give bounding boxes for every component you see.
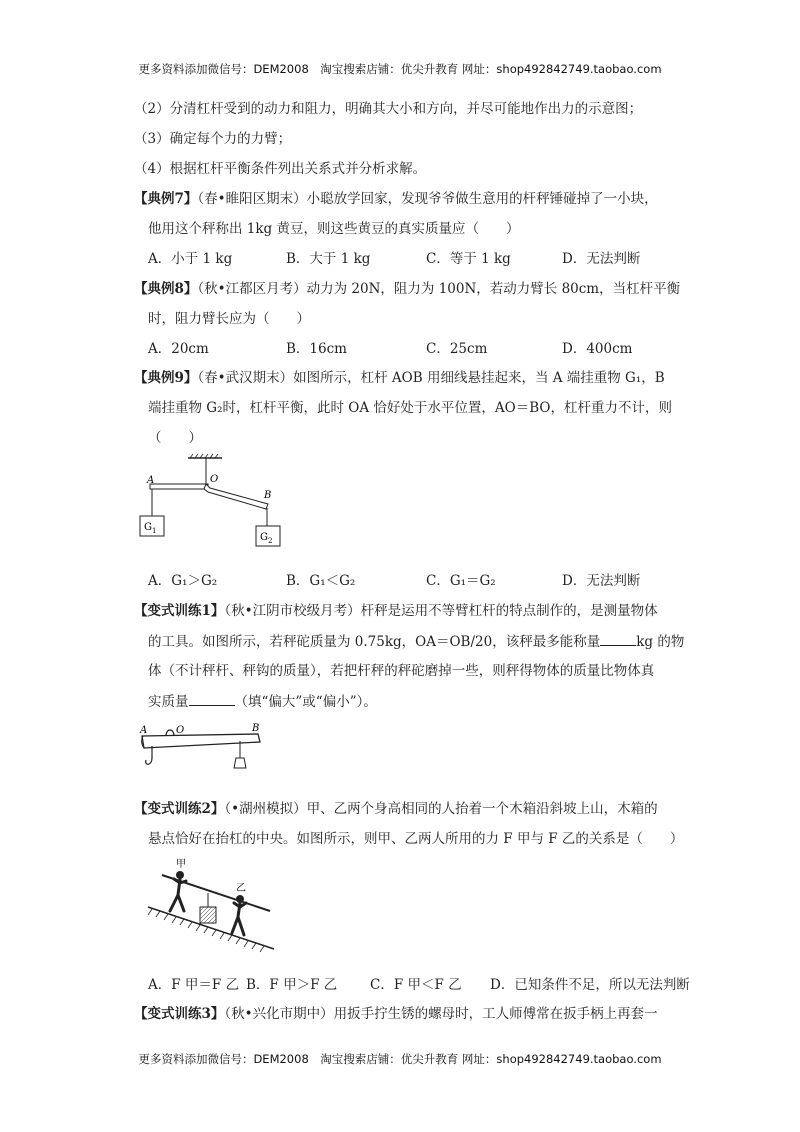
option-d[interactable]: D．已知条件不足，所以无法判断 bbox=[490, 977, 690, 993]
question-8-text: （秋•江都区月考）动力为 20N，阻力为 100N，若动力臂长 80cm，当杠杆平衡 bbox=[197, 281, 681, 297]
label-o: O bbox=[176, 725, 185, 736]
training-3-line-1 bbox=[134, 1004, 658, 1024]
training-1-text: （秋•江阴市校级月考）杆秤是运用不等臂杠杆的特点制作的，是测量物体 bbox=[224, 603, 658, 619]
training-3-tag: 【变式训练3】 bbox=[134, 1006, 225, 1022]
answer-blank-2[interactable] bbox=[189, 691, 235, 706]
question-9-line-2: 端挂重物 G₂时，杠杆平衡，此时 OA 恰好处于水平位置，AO＝BO，杠杆重力不计，则 bbox=[148, 400, 672, 416]
step-4: （4）根据杠杆平衡条件列出关系式并分析求解。 bbox=[134, 161, 427, 177]
option-b[interactable]: B．16cm bbox=[286, 341, 347, 357]
training-1-tag: 【变式训练1】 bbox=[134, 603, 225, 619]
question-9-tag: 【典例9】 bbox=[134, 370, 198, 386]
page-footer: 更多资料添加微信号：DEM2008 淘宝搜索店铺：优尖升教育 网址：shop492842749.taobao.com bbox=[138, 1052, 662, 1066]
steelyard-figure bbox=[138, 722, 268, 778]
option-d[interactable]: D．无法判断 bbox=[562, 251, 641, 267]
option-a[interactable]: A．F 甲＝F 乙 bbox=[148, 977, 240, 993]
option-a[interactable]: A．小于 1 kg bbox=[148, 251, 233, 267]
training-2-tag: 【变式训练2】 bbox=[134, 801, 225, 817]
question-8-tag: 【典例8】 bbox=[134, 281, 198, 297]
question-7-tag: 【典例7】 bbox=[134, 191, 198, 207]
training-1-line-1 bbox=[134, 601, 658, 621]
slope-carrying-figure bbox=[140, 855, 280, 955]
option-c[interactable]: C．F 甲＜F 乙 bbox=[370, 977, 462, 993]
answer-blank-1[interactable] bbox=[600, 631, 636, 646]
question-9-text: （春•武汉期末）如图所示，杠杆 AOB 用细线悬挂起来，当 A 端挂重物 G₁，B bbox=[197, 370, 665, 386]
question-7-text: （春•睢阳区期末）小聪放学回家，发现爷爷做生意用的杆秤锤碰掉了一小块， bbox=[197, 191, 658, 207]
option-b[interactable]: B．G₁＜G₂ bbox=[286, 573, 356, 589]
question-7-line-1 bbox=[134, 189, 658, 209]
training-1-line-4 bbox=[148, 691, 377, 712]
training-1-line-2 bbox=[148, 631, 684, 652]
option-b[interactable]: B．大于 1 kg bbox=[286, 251, 371, 267]
training-1-text-2: 的工具。如图所示，若秤砣质量为 0.75kg，OA＝OB/20，该秤最多能称量 bbox=[148, 634, 601, 650]
label-a: A bbox=[147, 475, 155, 486]
option-d[interactable]: D．无法判断 bbox=[562, 573, 641, 589]
question-9-line-1 bbox=[134, 368, 665, 388]
question-9-line-3: （ ） bbox=[148, 430, 202, 446]
lever-aob-figure bbox=[130, 452, 290, 552]
question-8-line-2: 时，阻力臂长应为（ ） bbox=[148, 311, 310, 327]
training-2-text: （•湖州模拟）甲、乙两个身高相同的人抬着一个木箱沿斜坡上山，木箱的 bbox=[224, 801, 658, 817]
step-3: （3）确定每个力的力臂； bbox=[134, 131, 292, 147]
label-g1: $G_1$ bbox=[144, 522, 157, 535]
option-c[interactable]: C．等于 1 kg bbox=[426, 251, 511, 267]
label-jia: 甲 bbox=[176, 859, 186, 870]
training-3-text: （秋•兴化市期中）用扳手拧生锈的螺母时，工人师傅常在扳手柄上再套一 bbox=[224, 1006, 658, 1022]
training-2-line-1 bbox=[134, 799, 658, 819]
option-c[interactable]: C．G₁＝G₂ bbox=[426, 573, 496, 589]
label-b: B bbox=[252, 723, 260, 734]
training-2-line-2: 悬点恰好在抬杠的中央。如图所示，则甲、乙两人所用的力 F 甲与 F 乙的关系是（ ） bbox=[148, 831, 684, 847]
training-1-text-4-end: （填“偏大”或“偏小”）。 bbox=[234, 694, 377, 710]
option-b[interactable]: B．F 甲＞F 乙 bbox=[246, 977, 338, 993]
question-7-line-2: 他用这个秤称出 1kg 黄豆，则这些黄豆的真实质量应（ ） bbox=[148, 221, 520, 237]
option-a[interactable]: A．G₁＞G₂ bbox=[148, 573, 218, 589]
step-2: （2）分清杠杆受到的动力和阻力，明确其大小和方向，并尽可能地作出力的示意图； bbox=[134, 101, 643, 117]
option-a[interactable]: A．20cm bbox=[148, 341, 209, 357]
question-8-line-1 bbox=[134, 279, 680, 299]
label-b: B bbox=[264, 490, 272, 501]
page-header: 更多资料添加微信号：DEM2008 淘宝搜索店铺：优尖升教育 网址：shop492842749.taobao.com bbox=[138, 62, 662, 76]
label-yi: 乙 bbox=[236, 883, 246, 894]
label-g2: $G_2$ bbox=[260, 532, 273, 545]
option-d[interactable]: D．400cm bbox=[562, 341, 633, 357]
label-a: A bbox=[140, 725, 148, 736]
training-1-line-3: 体（不计秤杆、秤钩的质量），若把杆秤的秤砣磨掉一些，则秤得物体的质量比物体真 bbox=[148, 663, 655, 679]
option-c[interactable]: C．25cm bbox=[426, 341, 488, 357]
training-1-text-2-end: kg 的物 bbox=[636, 634, 685, 650]
label-o: O bbox=[210, 474, 219, 485]
training-1-text-4: 实质量 bbox=[148, 694, 189, 710]
